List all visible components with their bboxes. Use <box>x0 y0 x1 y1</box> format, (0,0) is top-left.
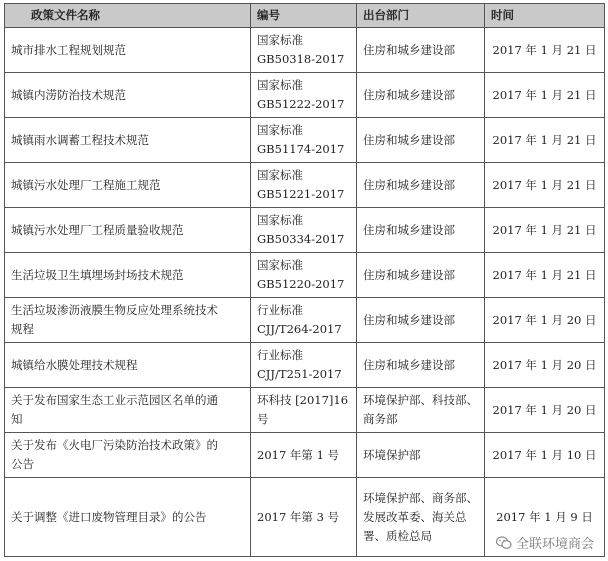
watermark-text: 全联环境商会 <box>515 537 594 552</box>
table-row <box>5 433 605 478</box>
header-date: 时间 <box>485 4 605 28</box>
watermark <box>496 533 594 552</box>
date-cell: 2017 年 1 月 21 日 <box>485 73 605 118</box>
date-cell: 2017 年 1 月 20 日 <box>485 388 605 433</box>
code-cell: 国家标准 GB51174-2017 <box>251 118 357 163</box>
date-cell: 2017 年 1 月 20 日 <box>485 343 605 388</box>
policy-name-cell: 关于发布国家生态工业示范园区名单的通 知 <box>5 388 251 433</box>
date-cell: 2017 年 1 月 9 日 <box>485 478 605 557</box>
table-row <box>5 118 605 163</box>
date-cell: 2017 年 1 月 21 日 <box>485 208 605 253</box>
department-cell: 住房和城乡建设部 <box>357 163 485 208</box>
table-row <box>5 343 605 388</box>
code-cell: 国家标准 GB50318-2017 <box>251 28 357 73</box>
department-cell: 住房和城乡建设部 <box>357 253 485 298</box>
table-row <box>5 253 605 298</box>
policy-name-cell: 城镇内涝防治技术规范 <box>5 73 251 118</box>
department-cell: 环境保护部 <box>357 433 485 478</box>
code-cell: 2017 年第 1 号 <box>251 433 357 478</box>
date-cell: 2017 年 1 月 10 日 <box>485 433 605 478</box>
department-cell: 环境保护部、科技部、 商务部 <box>357 388 485 433</box>
table-row <box>5 388 605 433</box>
code-cell: 国家标准 GB50334-2017 <box>251 208 357 253</box>
policy-name-cell: 生活垃圾卫生填埋场封场技术规范 <box>5 253 251 298</box>
policy-name-cell: 关于调整《进口废物管理目录》的公告 <box>5 478 251 557</box>
code-cell: 国家标准 GB51220-2017 <box>251 253 357 298</box>
policy-name-cell: 城市排水工程规划规范 <box>5 28 251 73</box>
table-row <box>5 73 605 118</box>
department-cell: 住房和城乡建设部 <box>357 208 485 253</box>
table-row <box>5 163 605 208</box>
header-policy-name: 政策文件名称 <box>5 4 251 28</box>
table-row <box>5 208 605 253</box>
policy-name-cell: 城镇雨水调蓄工程技术规范 <box>5 118 251 163</box>
department-cell: 住房和城乡建设部 <box>357 28 485 73</box>
code-cell: 行业标准 CJJ/T251-2017 <box>251 343 357 388</box>
policy-name-cell: 关于发布《火电厂污染防治技术政策》的 公告 <box>5 433 251 478</box>
date-cell: 2017 年 1 月 21 日 <box>485 118 605 163</box>
date-cell: 2017 年 1 月 21 日 <box>485 163 605 208</box>
date-cell: 2017 年 1 月 21 日 <box>485 28 605 73</box>
policy-table <box>4 3 605 557</box>
table-header-row <box>5 4 605 28</box>
wechat-icon <box>496 536 512 550</box>
department-cell: 住房和城乡建设部 <box>357 118 485 163</box>
code-cell: 国家标准 GB51222-2017 <box>251 73 357 118</box>
policy-name-cell: 城镇污水处理厂工程施工规范 <box>5 163 251 208</box>
policy-name-cell: 城镇给水膜处理技术规程 <box>5 343 251 388</box>
code-cell: 国家标准 GB51221-2017 <box>251 163 357 208</box>
date-cell: 2017 年 1 月 20 日 <box>485 298 605 343</box>
code-cell: 2017 年第 3 号 <box>251 478 357 557</box>
table-row <box>5 298 605 343</box>
header-department: 出台部门 <box>357 4 485 28</box>
department-cell: 环境保护部、商务部、 发展改革委、海关总 署、质检总局 <box>357 478 485 557</box>
code-cell: 环科技 [2017]16 号 <box>251 388 357 433</box>
department-cell: 住房和城乡建设部 <box>357 298 485 343</box>
policy-name-cell: 生活垃圾渗沥液膜生物反应处理系统技术 规程 <box>5 298 251 343</box>
policy-name-cell: 城镇污水处理厂工程质量验收规范 <box>5 208 251 253</box>
code-cell: 行业标准 CJJ/T264-2017 <box>251 298 357 343</box>
header-code: 编号 <box>251 4 357 28</box>
department-cell: 住房和城乡建设部 <box>357 343 485 388</box>
table-row <box>5 28 605 73</box>
department-cell: 住房和城乡建设部 <box>357 73 485 118</box>
date-cell: 2017 年 1 月 21 日 <box>485 253 605 298</box>
